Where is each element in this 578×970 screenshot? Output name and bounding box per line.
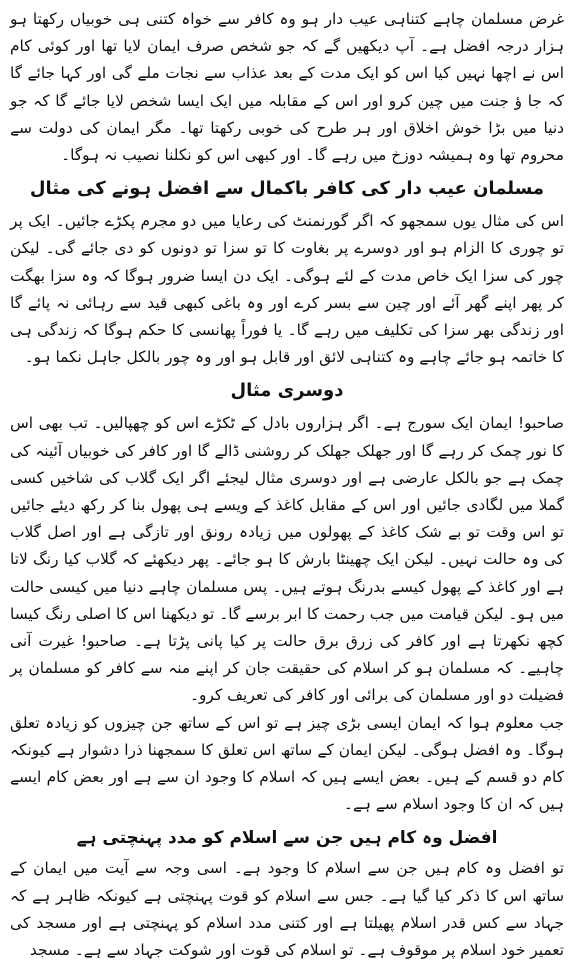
section-heading-best-deeds: افضل وہ کام ہیں جن سے اسلام کو مدد پہنچتی ہے xyxy=(76,828,498,849)
spacer xyxy=(10,818,564,820)
section-heading-second-example: دوسری مثال xyxy=(230,380,344,402)
section-heading-example: مسلمان عیب دار کی کافر باکمال سے افضل ہونے کی مثال xyxy=(29,178,545,200)
paragraph-faith-connection: جب معلوم ہوا کہ ایمان ایسی بڑی چیز ہے تو اس کے ساتھ جن چیزوں کو زیادہ تعلق ہوگا۔ وہ افضل ہوگی۔ لیکن ایمان کے ساتھ اس تعلق کا سمجھنا ذرا دشوار ہے کیونکہ کام دو قسم کے ہیں۔ بعض ایسے ہیں کہ اسلام کا وجود ان سے ہے اور بعض کام ایسے ہیں کہ ان کا وجود اسلام سے ہے۔ xyxy=(10,713,564,814)
paragraph-second-example: صاحبو! ایمان ایک سورج ہے۔ اگر ہزاروں بادل کے ٹکڑے اس کو چھپالیں۔ تب بھی اس کا نور چمک کر رہے گا اور جھلک جھلک کر روشنی ڈالے گا اور کافر کی خوبیاں آئینہ کی چمک ہے جو بالکل عارضی ہے اور دوسری مثال لیجئے اگر ایک گلاب کی شاخیں کسی گملا میں لگادی جائیں اور اس کے مقابل کاغذ کے ویسے ہی پھول بنا کر رکھ دیئے جائیں تو اس وقت تو بے شک کاغذ کے پھولوں میں زیادہ رونق اور تازگی ہے اور اصل گلاب کی وہ حالت نہیں۔ لیکن ایک چھینٹا بارش کا ہو جائے۔ پھر دیکھئے کہ گلاب کیا رنگ لاتا ہے اور کاغذ کے پھول کیسے بدرنگ ہوتے ہیں۔ پس مسلمان چاہے دنیا میں کیسی حالت میں ہو۔ لیکن قیامت میں جب رحمت کا ابر برسے گا۔ تو دیکھنا اس کا اصلی رنگ کیسا کچھ نکھرتا ہے اور کافر کی زرق برق حالت پر کیا پانی پڑتا ہے۔ صاحبو! غیرت آنی چاہیے۔ کہ مسلمان ہو کر اسلام کی حقیقت جان کر اپنے منہ سے کافر کو مسلمان پر فضیلت دو اور مسلمان کی برائی اور کافر کی تعریف کرو۔ xyxy=(10,414,564,705)
paragraph-example-one: اس کی مثال یوں سمجھو کہ اگر گورنمنٹ کی رعایا میں دو مجرم پکڑے جائیں۔ ایک پر تو چوری کا الزام ہو اور دوسرے پر بغاوت کا تو سزا تو دونوں کو دی جائے گی۔ لیکن چور کی سزا ایک خاص مدت کے لئے ہوگی۔ ایک دن ایسا ضرور ہوگا کہ وہ سزا بھگت کر پھر اپنے گھر آئے اور چین سے بسر کرے اور وہ باغی کبھی قید سے رہائی نہ پائے گا اور زندگی بھر سزا کی تکلیف میں رہے گا۔ یا فوراً پھانسی کا حکم ہوگا کہ زندگی ہی کا خاتمہ ہو جائے چاہے وہ کتناہی لائق اور قابل ہو اور وہ چور بالکل جاہل نکما ہو۔ xyxy=(10,212,564,367)
paragraph-intro: غرض مسلمان چاہے کتناہی عیب دار ہو وہ کافر سے خواہ کتنی ہی خوبیاں رکھتا ہو ہزار درجہ افضل ہے۔ آپ دیکھیں گے کہ جو شخص صرف ایمان لایا تھا اور کوئی کام اس نے اچھا نہیں کیا اس کو ایک مدت کے بعد عذاب سے نجات ملے گی اور کہا جائے گا کہ جا ؤ جنت میں چین کرو اور اس کے مقابلہ میں ایک ایسا شخص لایا جائے گا کہ جو دنیا میں بڑا خوش اخلاق اور ہر طرح کی خوبی رکھتا تھا۔ مگر ایمان کی دولت سے محروم تھا وہ ہمیشہ دوزخ میں رہے گا۔ اور کبھی اس کو نکلنا نصیب نہ ہوگا۔ xyxy=(10,10,564,165)
paragraph-best-deeds: تو افضل وہ کام ہیں جن سے اسلام کا وجود ہے۔ اسی وجہ سے آیت میں ایمان کے ساتھ اس کا ذکر کیا گیا ہے۔ جس سے اسلام کو قوت پہنچتی ہے کیونکہ ظاہر ہے کہ جہاد سے کس قدر اسلام پھیلتا ہے اور کتنی مدد اسلام کو پہنچتی ہے اور مسجد کی تعمیر خود اسلام پر موقوف ہے۔ تو اسلام کی قوت اور شوکت جہاد سے ہے۔ مسجد xyxy=(10,859,564,960)
